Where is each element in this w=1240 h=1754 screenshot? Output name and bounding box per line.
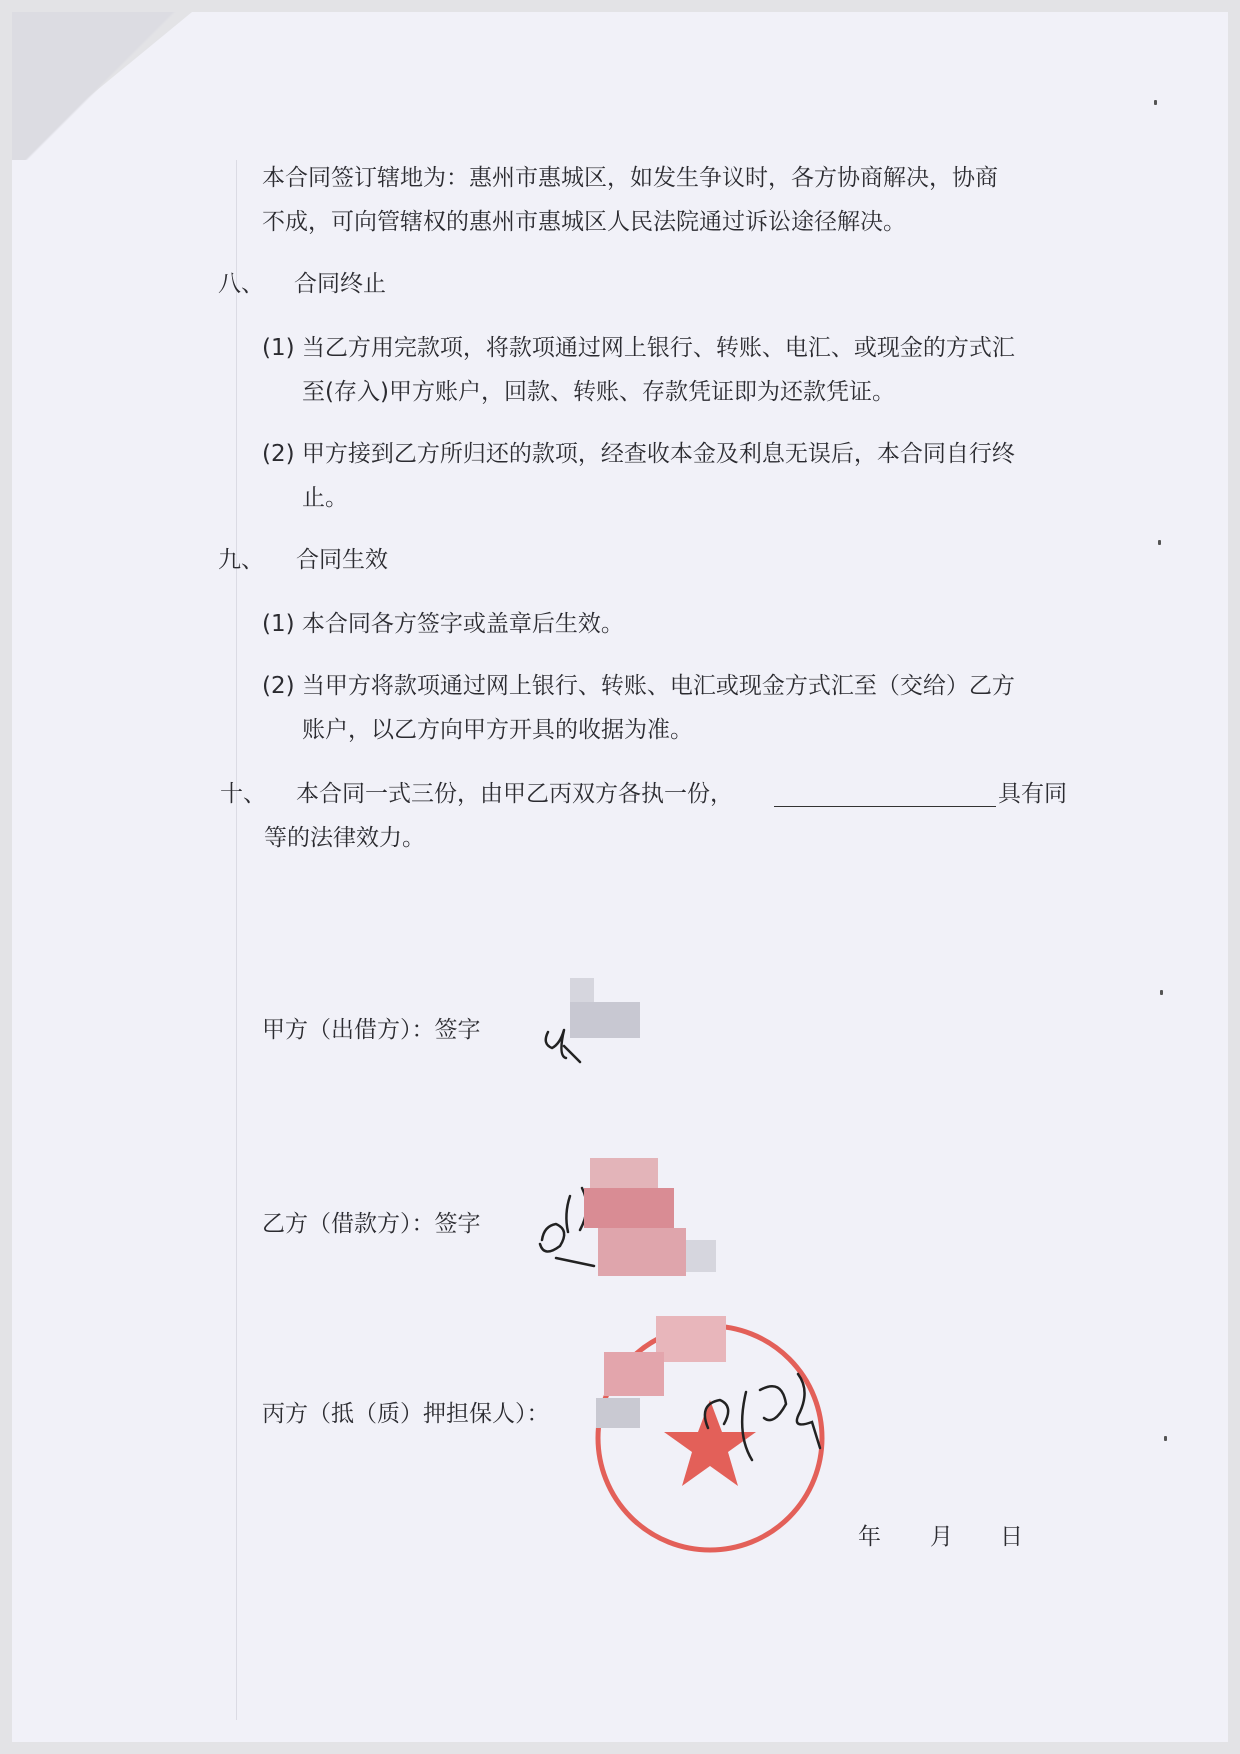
section-10-number: 十、 [220, 781, 266, 807]
section-9-title: 合同生效 [296, 547, 388, 573]
blank-underline [774, 806, 996, 807]
section-8-item-2-line1: (2) 甲方接到乙方所归还的款项，经查收本金及利息无误后，本合同自行终 [262, 441, 1015, 467]
section-8-item-1-line1: (1) 当乙方用完款项，将款项通过网上银行、转账、电汇、或现金的方式汇 [262, 335, 1015, 361]
party-a-label: 甲方（出借方）：签字 [262, 1017, 481, 1043]
redaction [598, 1228, 686, 1276]
section-10-text-a: 本合同一式三份，由甲乙丙双方各执一份， [296, 781, 733, 807]
section-8-item-1-line2: 至(存入)甲方账户，回款、转账、存款凭证即为还款凭证。 [302, 379, 895, 405]
section-9-item-2-line2: 账户，以乙方向甲方开具的收据为准。 [302, 717, 693, 743]
section-8-item-2-line2: 止。 [302, 485, 348, 511]
redaction [584, 1188, 674, 1228]
party-c-label: 丙方（抵（质）押担保人）： [262, 1401, 550, 1427]
speck [1154, 100, 1157, 105]
date-month: 月 [930, 1524, 953, 1550]
party-c-signature [690, 1360, 840, 1490]
redaction [686, 1240, 716, 1272]
section-10-text-line2: 等的法律效力。 [264, 825, 425, 851]
margin-line [236, 160, 237, 1720]
redaction [590, 1158, 658, 1188]
redaction [570, 978, 594, 1002]
speck [1164, 1436, 1167, 1441]
section-10-text-b: 具有同 [998, 781, 1067, 807]
clause-7-text-line1: 本合同签订辖地为：惠州市惠城区，如发生争议时，各方协商解决，协商 [262, 165, 998, 191]
redaction [656, 1316, 726, 1362]
speck [1160, 990, 1163, 995]
party-b-label: 乙方（借款方）：签字 [262, 1211, 481, 1237]
section-9-item-1: (1) 本合同各方签字或盖章后生效。 [262, 611, 624, 637]
redaction [596, 1398, 640, 1428]
redaction [604, 1352, 664, 1396]
section-8-number: 八、 [218, 271, 264, 297]
speck [1158, 540, 1161, 545]
section-9-number: 九、 [218, 547, 264, 573]
redaction [570, 1002, 640, 1038]
section-8-title: 合同终止 [294, 271, 386, 297]
clause-7-text-line2: 不成，可向管辖权的惠州市惠城区人民法院通过诉讼途径解决。 [262, 209, 906, 235]
section-9-item-2-line1: (2) 当甲方将款项通过网上银行、转账、电汇或现金方式汇至（交给）乙方 [262, 673, 1015, 699]
date-year: 年 [858, 1524, 881, 1550]
date-day: 日 [1000, 1524, 1023, 1550]
folded-corner [12, 12, 192, 160]
